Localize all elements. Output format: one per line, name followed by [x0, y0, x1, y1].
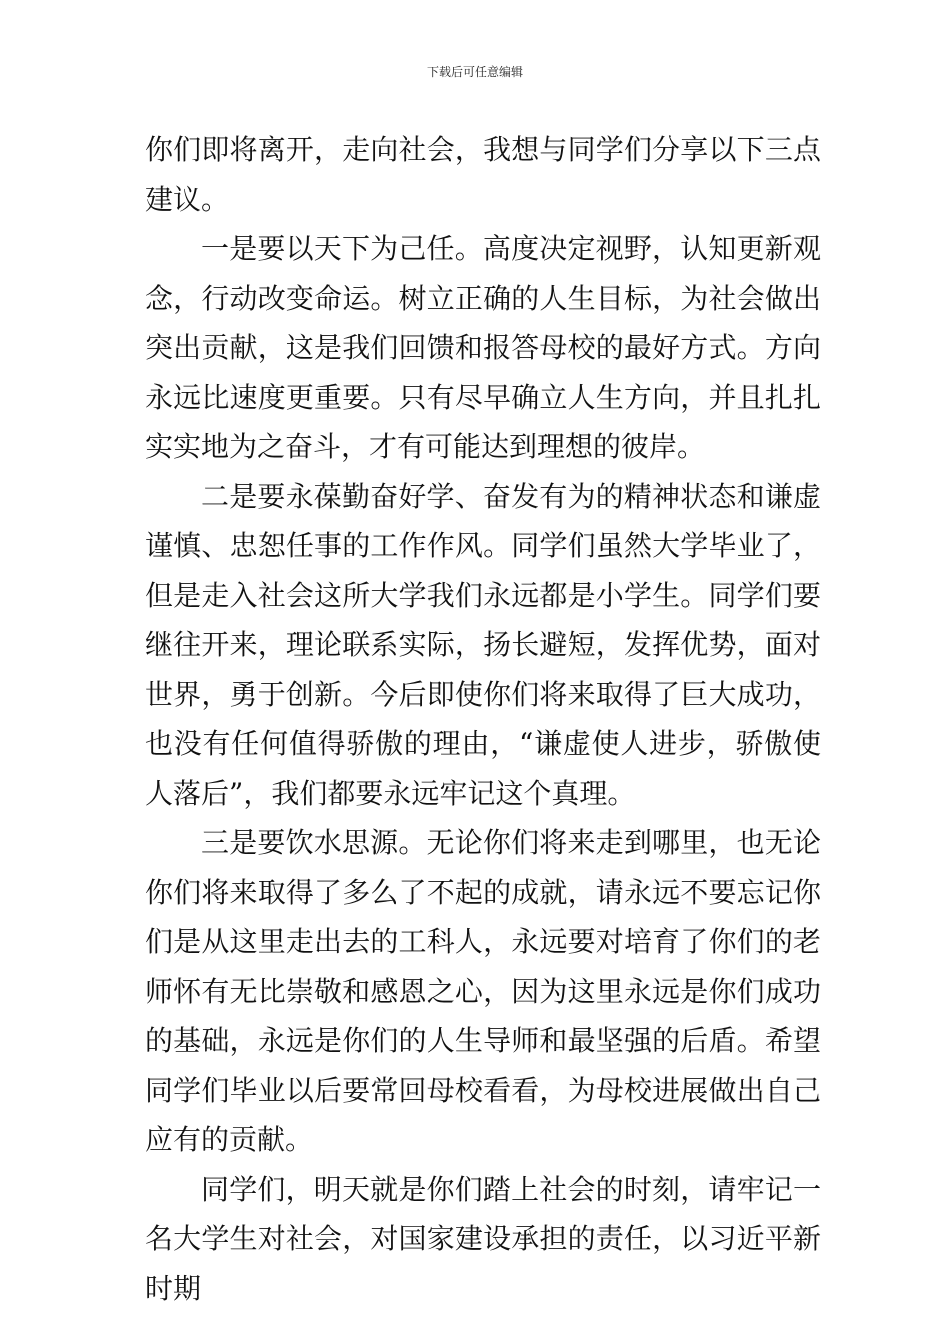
paragraph-point-two: 二是要永葆勤奋好学、奋发有为的精神状态和谦虚谨慎、忠恕任事的工作作风。同学们虽然大学毕业了，但是走入社会这所大学我们永远都是小学生。同学们要继往开来，理论联系实际，扬长避短，发挥优势，面对世界，勇于创新。今后即使你们将来取得了巨大成功，也没有任何值得骄傲的理由，“谦虚使人进步，骄傲使人落后”，我们都要永远牢记这个真理。	[145, 479, 821, 810]
paragraph-closing: 同学们，明天就是你们踏上社会的时刻，请牢记一名大学生对社会，对国家建设承担的责任，以习近平新时期	[145, 1172, 821, 1305]
document-body	[145, 125, 821, 1313]
paragraph-intro: 你们即将离开，走向社会，我想与同学们分享以下三点建议。	[145, 133, 821, 216]
paragraph-point-three: 三是要饮水思源。无论你们将来走到哪里，也无论你们将来取得了多么了不起的成就，请永远不要忘记你们是从这里走出去的工科人，永远要对培育了你们的老师怀有无比崇敬和感恩之心，因为这里永远是你们成功的基础，永远是你们的人生导师和最坚强的后盾。希望同学们毕业以后要常回母校看看，为母校进展做出自己应有的贡献。	[145, 826, 821, 1156]
paragraph-point-one: 一是要以天下为己任。高度决定视野，认知更新观念，行动改变命运。树立正确的人生目标，为社会做出突出贡献，这是我们回馈和报答母校的最好方式。方向永远比速度更重要。只有尽早确立人生方向，并且扎扎实实地为之奋斗，才有可能达到理想的彼岸。	[145, 232, 821, 463]
page-header: 下载后可任意编辑	[426, 65, 523, 79]
